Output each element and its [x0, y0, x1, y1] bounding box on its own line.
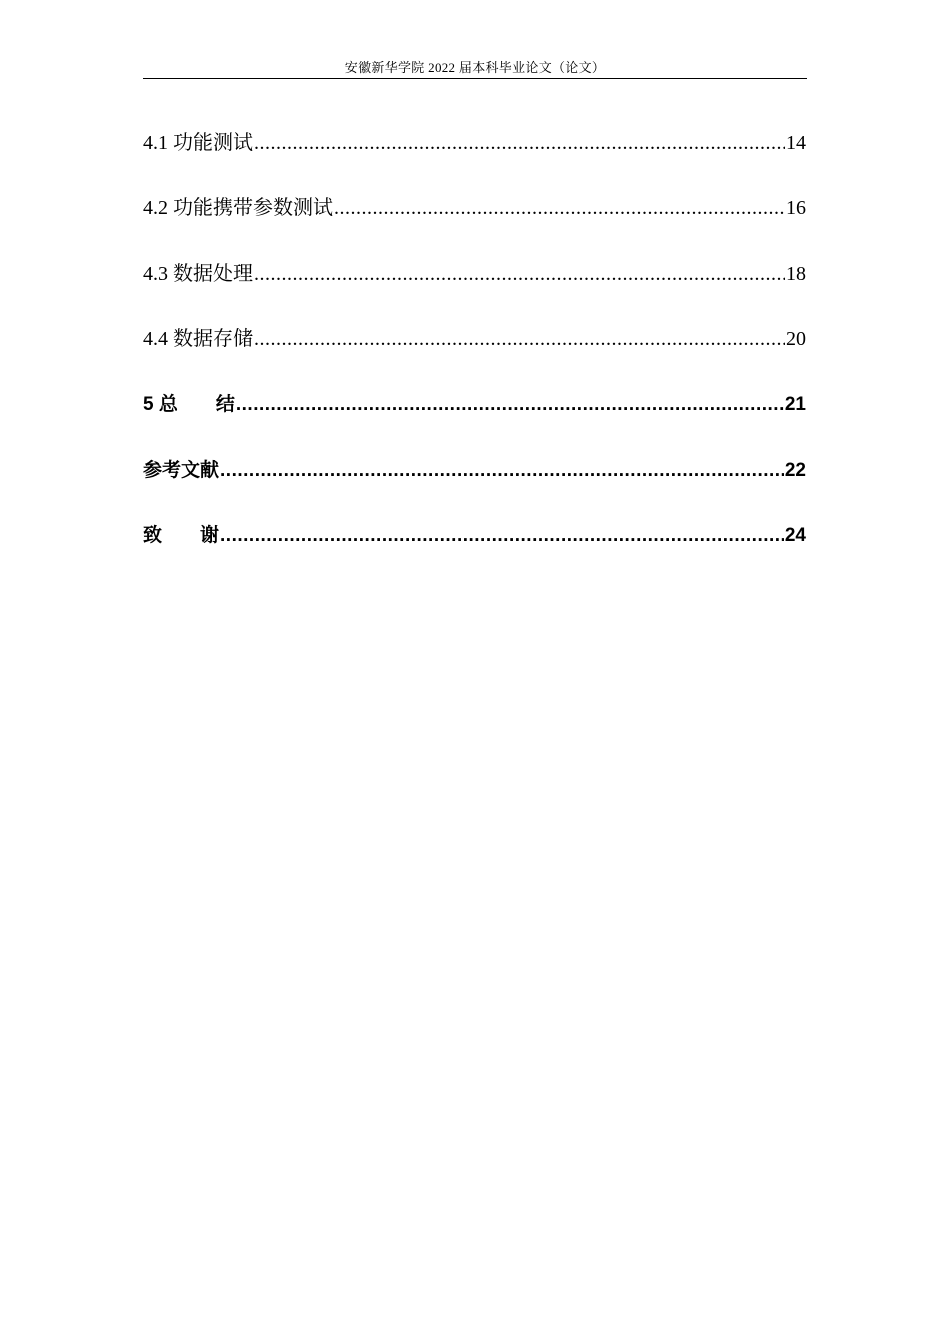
toc-entry-label: 4.2 功能携带参数测试	[143, 197, 333, 219]
toc-entry-label: 5 总 结	[143, 394, 235, 415]
toc-entry-4-4[interactable]	[143, 321, 806, 357]
toc-entry-label: 4.1 功能测试	[143, 132, 253, 154]
toc-dot-leader	[254, 125, 785, 161]
toc-entry-label: 参考文献	[143, 460, 220, 481]
toc-dot-leader	[220, 518, 784, 554]
toc-entry-4-3[interactable]	[143, 256, 806, 292]
toc-page-number: 21	[784, 394, 806, 415]
toc-page-number: 14	[786, 132, 806, 154]
toc-entry-label: 4.4 数据存储	[143, 328, 253, 350]
toc-entry-references[interactable]	[143, 453, 806, 489]
toc-entry-4-1[interactable]	[143, 125, 806, 161]
toc-dot-leader	[236, 387, 784, 423]
toc-dot-leader	[254, 256, 785, 292]
toc-page-number: 18	[786, 263, 806, 285]
toc-entry-acknowledgements[interactable]	[143, 518, 806, 554]
toc-entry-label: 4.3 数据处理	[143, 263, 253, 285]
toc-page-number: 24	[784, 525, 806, 546]
toc-dot-leader	[220, 453, 784, 489]
toc-entry-summary[interactable]	[143, 387, 806, 423]
header-title: 安徽新华学院 2022 届本科毕业论文（论文）	[344, 60, 606, 75]
toc-page-number: 22	[784, 460, 806, 481]
toc-dot-leader	[334, 190, 785, 226]
toc-page-number: 20	[786, 328, 806, 350]
toc-entry-4-2[interactable]	[143, 190, 806, 226]
toc-dot-leader	[254, 321, 785, 357]
toc-page-number: 16	[786, 197, 806, 219]
toc-entry-label: 致 谢	[143, 525, 220, 546]
page-header	[143, 58, 807, 79]
